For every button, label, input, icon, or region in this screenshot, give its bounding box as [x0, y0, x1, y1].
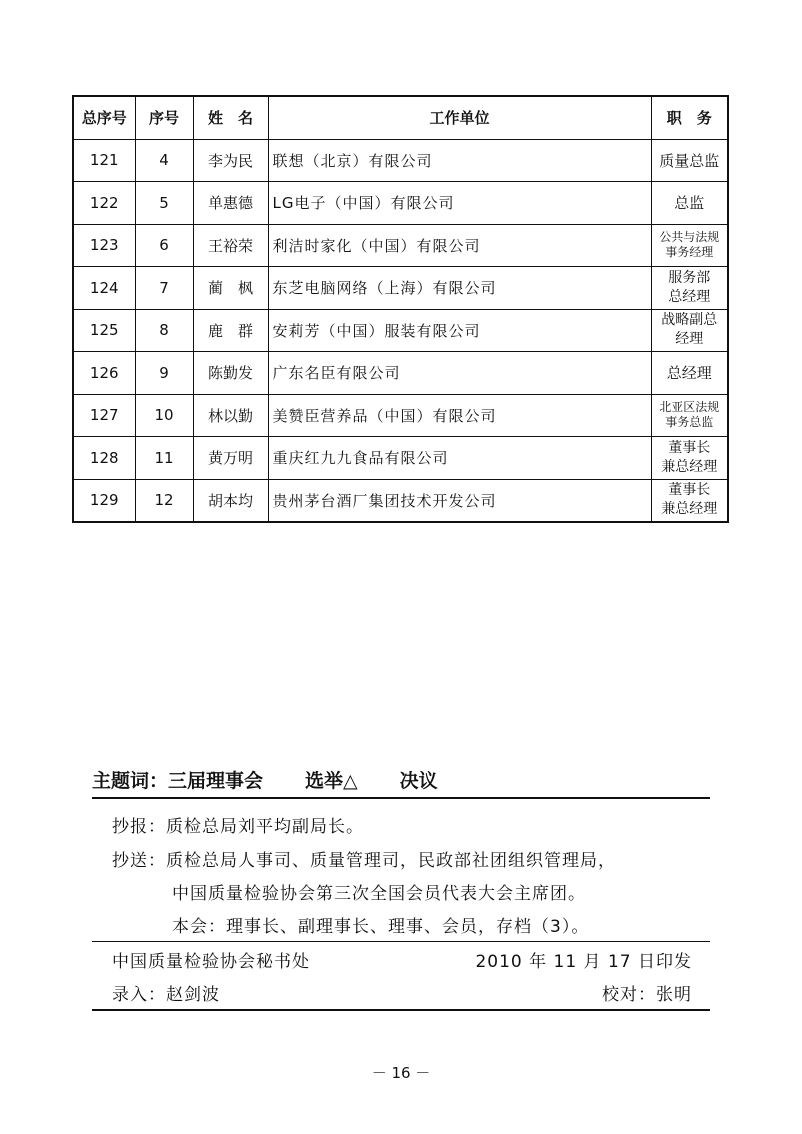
cell-no: 11	[135, 437, 193, 480]
cell-total-no: 124	[73, 267, 135, 310]
duty-line: 经理	[675, 331, 704, 348]
issuer-office: 中国质量检验协会秘书处	[112, 952, 310, 972]
cell-unit: 贵州茅台酒厂集团技术开发公司	[268, 479, 651, 522]
duty-line: 北亚区法规	[659, 400, 720, 415]
keyword-term: 决议	[399, 770, 438, 792]
cell-unit: 美赞臣营养品（中国）有限公司	[268, 394, 651, 437]
table-row	[73, 139, 728, 182]
table-header-row	[73, 96, 728, 139]
cell-no: 7	[135, 267, 193, 310]
keywords-label: 主题词：	[92, 770, 169, 792]
cc-send-line: 本会：理事长、副理事长、理事、会员，存档（3）。	[172, 917, 590, 937]
cell-unit: 联想（北京）有限公司	[268, 139, 651, 182]
header-no: 序号	[135, 96, 193, 139]
cell-duty	[651, 394, 728, 437]
cell-total-no: 129	[73, 479, 135, 522]
cell-name: 单惠德	[193, 182, 268, 225]
table-row	[73, 182, 728, 225]
cell-no: 6	[135, 224, 193, 267]
cc-send-line: 质检总局人事司、质量管理司，民政部社团组织管理局，	[166, 851, 616, 871]
cc-report-text: 质检总局刘平均副局长。	[166, 817, 364, 837]
cell-duty	[651, 309, 728, 352]
entered-by: 录入：赵剑波	[112, 985, 220, 1005]
duty-line: 兼总经理	[661, 458, 718, 475]
cell-name: 陈勤发	[193, 352, 268, 395]
cell-total-no: 123	[73, 224, 135, 267]
cell-total-no: 121	[73, 139, 135, 182]
cell-total-no: 122	[73, 182, 135, 225]
cc-report-label: 抄报：	[112, 817, 166, 837]
cell-no: 4	[135, 139, 193, 182]
cc-send	[112, 846, 616, 871]
duty-line: 事务总监	[665, 415, 714, 430]
cell-duty	[651, 479, 728, 522]
header-name: 姓 名	[193, 96, 268, 139]
duty-line: 董事长	[668, 439, 711, 456]
table-row	[73, 224, 728, 267]
table-row	[73, 267, 728, 310]
cell-name: 蔺 枫	[193, 267, 268, 310]
duty-line: 服务部	[668, 269, 711, 286]
cell-unit: 东芝电脑网络（上海）有限公司	[268, 267, 651, 310]
cc-report	[112, 812, 364, 837]
cell-name: 胡本均	[193, 479, 268, 522]
cell-name: 林以勤	[193, 394, 268, 437]
divider	[92, 941, 710, 942]
table-row	[73, 437, 728, 480]
cell-no: 8	[135, 309, 193, 352]
cell-unit: 广东名臣有限公司	[268, 352, 651, 395]
header-unit: 工作单位	[268, 96, 651, 139]
cell-unit: 重庆红九九食品有限公司	[268, 437, 651, 480]
table-row	[73, 394, 728, 437]
duty-line: 兼总经理	[661, 501, 718, 518]
duty-line: 公共与法规	[659, 230, 720, 245]
cell-duty: 质量总监	[651, 139, 728, 182]
divider	[92, 797, 710, 799]
member-table	[72, 95, 729, 523]
subject-keywords	[92, 766, 438, 793]
duty-line: 董事长	[668, 482, 711, 499]
cc-send-line: 中国质量检验协会第三次全国会员代表大会主席团。	[172, 884, 586, 904]
table-row	[73, 309, 728, 352]
duty-line: 总经理	[668, 288, 711, 305]
cell-total-no: 126	[73, 352, 135, 395]
keyword-term: 选举△	[305, 770, 358, 792]
cell-no: 10	[135, 394, 193, 437]
cell-duty	[651, 224, 728, 267]
table-row	[73, 479, 728, 522]
keyword-term: 三届理事会	[168, 770, 264, 792]
cell-no: 9	[135, 352, 193, 395]
header-total-no: 总序号	[73, 96, 135, 139]
cell-duty: 总经理	[651, 352, 728, 395]
proofread-by: 校对：张明	[602, 985, 692, 1005]
duty-line: 战略副总	[661, 312, 718, 329]
table-row	[73, 352, 728, 395]
issue-date: 2010 年 11 月 17 日印发	[475, 952, 692, 972]
cell-name: 王裕荣	[193, 224, 268, 267]
cell-name: 鹿 群	[193, 309, 268, 352]
cell-total-no: 125	[73, 309, 135, 352]
cell-name: 李为民	[193, 139, 268, 182]
cell-duty	[651, 267, 728, 310]
page-number: － 16 －	[371, 1064, 431, 1082]
cell-no: 5	[135, 182, 193, 225]
cell-unit: LG电子（中国）有限公司	[268, 182, 651, 225]
cell-total-no: 127	[73, 394, 135, 437]
header-duty: 职 务	[651, 96, 728, 139]
cell-unit: 安莉芳（中国）服装有限公司	[268, 309, 651, 352]
cell-unit: 利洁时家化（中国）有限公司	[268, 224, 651, 267]
cell-duty	[651, 437, 728, 480]
cell-name: 黄万明	[193, 437, 268, 480]
duty-line: 事务经理	[665, 245, 714, 260]
cell-duty: 总监	[651, 182, 728, 225]
cc-send-label: 抄送：	[112, 851, 166, 871]
divider	[92, 1009, 710, 1011]
cell-no: 12	[135, 479, 193, 522]
cell-total-no: 128	[73, 437, 135, 480]
